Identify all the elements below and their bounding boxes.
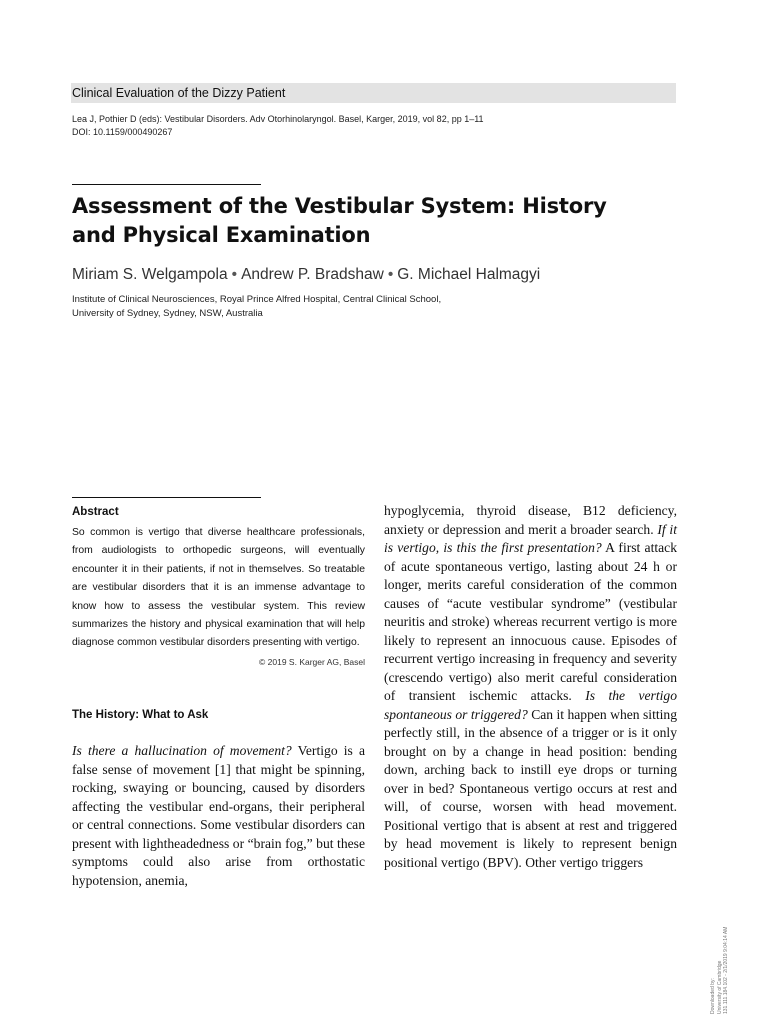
- paragraph-text: Can it happen when sitting perfectly still, in the absence of a trigger or is it only brought on by a change in head position: bending down, arching back to instill eye drops or turning over in bed? Spontaneous vertigo occurs at rest and will, of course, worsen with head movement. Positional vertigo that is absent at rest and triggered by head movement is likely to represent benign positional vertigo (BPV). Other vertigo triggers: [384, 706, 677, 870]
- title-line-1: Assessment of the Vestibular System: History: [72, 194, 607, 218]
- title-rule: [72, 184, 261, 185]
- body-text-left-column: [72, 742, 365, 890]
- download-stamp-line: Downloaded by:: [710, 978, 716, 1014]
- affiliation: [72, 293, 672, 321]
- abstract-heading: Abstract: [72, 506, 119, 518]
- author-separator: •: [387, 266, 394, 283]
- paragraph-text: A first attack of acute spontaneous vertigo, lasting about 24 h or longer, merits careful consideration of the common causes of “acute vestibular syndrome” (vestibular neuritis and stroke) whereas recurrent vertigo is more likely to represent an innocuous cause. Episodes of recurrent vertigo increasing in frequency and severity (crescendo vertigo) also merit careful consideration of transient ischemic attacks.: [384, 540, 677, 703]
- affiliation-line-2: University of Sydney, Sydney, NSW, Australia: [72, 308, 263, 319]
- download-stamp: [710, 834, 730, 1014]
- question-italic: Is there a hallucination of movement?: [72, 743, 292, 758]
- abstract-text: [72, 524, 365, 671]
- citation: [72, 113, 672, 139]
- paragraph-text: Vertigo is a false sense of movement [1] that might be spinning, rocking, swaying or bouncing, caused by disorders affecting the vestibular end-organs, their peripheral or central connections. Some vestibular disorders can present with lightheadedness or “brain fog,” but these symptoms could also arise from orthostatic hypotension, anemia,: [72, 743, 365, 888]
- paragraph-text: hypoglycemia, thyroid disease, B12 deficiency, anxiety or depression and merit a broader search.: [384, 503, 677, 537]
- section-heading: The History: What to Ask: [72, 709, 209, 721]
- affiliation-line-1: Institute of Clinical Neurosciences, Royal Prince Alfred Hospital, Central Clinical School,: [72, 294, 442, 305]
- series-title-bar: Clinical Evaluation of the Dizzy Patient: [71, 83, 676, 103]
- author-name: Andrew P. Bradshaw: [241, 266, 384, 283]
- article-title: [72, 192, 672, 250]
- abstract-body: So common is vertigo that diverse healthcare professionals, from audiologists to orthopedic surgeons, will eventually encounter it in their patients, if not in themselves. So treatable are vestibular disorders that it is an immense advantage to know how to assess the vestibular system. This review summarizes the history and physical examination that will help diagnose common vestibular disorders presenting with vertigo.: [72, 527, 365, 649]
- abstract-rule: [72, 497, 261, 498]
- question-italic: Is the vertigo spontaneous or triggered?: [384, 688, 677, 722]
- author-list: [72, 264, 672, 286]
- citation-line: Lea J, Pothier D (eds): Vestibular Disorders. Adv Otorhinolaryngol. Basel, Karger, 2019, vol 82, pp 1–11: [72, 114, 484, 124]
- download-stamp-line: 131.111.184.102 - 2/1/2019 9:04:14 AM: [723, 926, 729, 1014]
- copyright-notice: © 2019 S. Karger AG, Basel: [259, 656, 365, 667]
- question-italic: If it is vertigo, is this the first presentation?: [384, 521, 677, 555]
- download-stamp-line: University of Cambridge: [716, 960, 723, 1014]
- title-line-2: and Physical Examination: [72, 223, 371, 247]
- doi-line: DOI: 10.1159/000490267: [72, 127, 173, 137]
- author-name: G. Michael Halmagyi: [397, 266, 541, 283]
- author-separator: •: [231, 266, 238, 283]
- author-name: Miriam S. Welgampola: [72, 266, 228, 283]
- body-text-right-column: [384, 502, 677, 872]
